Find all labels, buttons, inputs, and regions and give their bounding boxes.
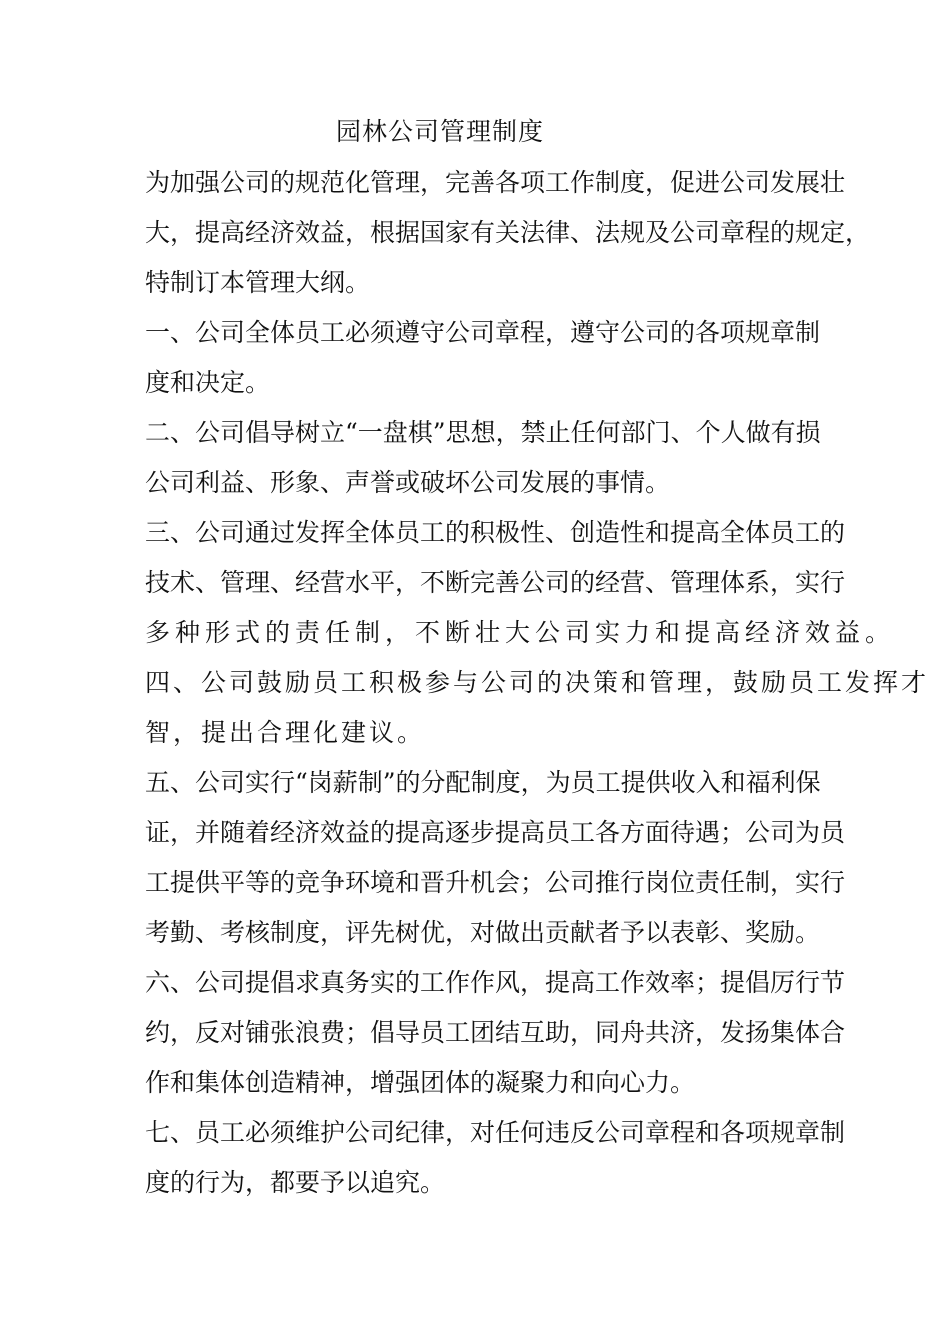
paragraph-line: 考勤、考核制度，评先树优，对做出贡献者予以表彰、奖励。 [145, 918, 821, 947]
paragraph-line: 技术、管理、经营水平，不断完善公司的经营、管理体系，实行 [145, 568, 846, 597]
paragraph-line: 一、公司全体员工必须遵守公司章程，遵守公司的各项规章制 [145, 318, 821, 347]
paragraph-line: 工提供平等的竞争环境和晋升机会；公司推行岗位责任制，实行 [145, 868, 846, 897]
paragraph-line: 为加强公司的规范化管理，完善各项工作制度，促进公司发展壮 [145, 168, 846, 197]
paragraph-line: 特制订本管理大纲。 [145, 268, 371, 297]
paragraph-line: 智，提出合理化建议。 [145, 718, 426, 747]
paragraph-line: 大，提高经济效益，根据国家有关法律、法规及公司章程的规定， [145, 218, 871, 247]
paragraph-line: 四、公司鼓励员工积极参与公司的决策和管理，鼓励员工发挥才 [145, 668, 930, 697]
document-title: 园林公司管理制度 [335, 117, 544, 146]
paragraph-line: 度和决定。 [145, 368, 271, 397]
paragraph-line: 约，反对铺张浪费；倡导员工团结互助，同舟共济，发扬集体合 [145, 1018, 846, 1047]
paragraph-line: 公司利益、形象、声誉或破坏公司发展的事情。 [145, 468, 671, 497]
paragraph-line: 度的行为，都要予以追究。 [145, 1168, 446, 1197]
paragraph-line: 五、公司实行“岗薪制”的分配制度，为员工提供收入和福利保 [145, 768, 821, 797]
paragraph-line: 七、员工必须维护公司纪律，对任何违反公司章程和各项规章制 [145, 1118, 846, 1147]
paragraph-line: 证，并随着经济效益的提高逐步提高员工各方面待遇；公司为员 [145, 818, 846, 847]
paragraph-line: 六、公司提倡求真务实的工作作风，提高工作效率；提倡厉行节 [145, 968, 846, 997]
paragraph-line: 多种形式的责任制，不断壮大公司实力和提高经济效益。 [145, 618, 896, 647]
paragraph-line: 三、公司通过发挥全体员工的积极性、创造性和提高全体员工的 [145, 518, 846, 547]
paragraph-line: 二、公司倡导树立“一盘棋”思想，禁止任何部门、个人做有损 [145, 418, 821, 447]
paragraph-line: 作和集体创造精神，增强团体的凝聚力和向心力。 [145, 1068, 696, 1097]
